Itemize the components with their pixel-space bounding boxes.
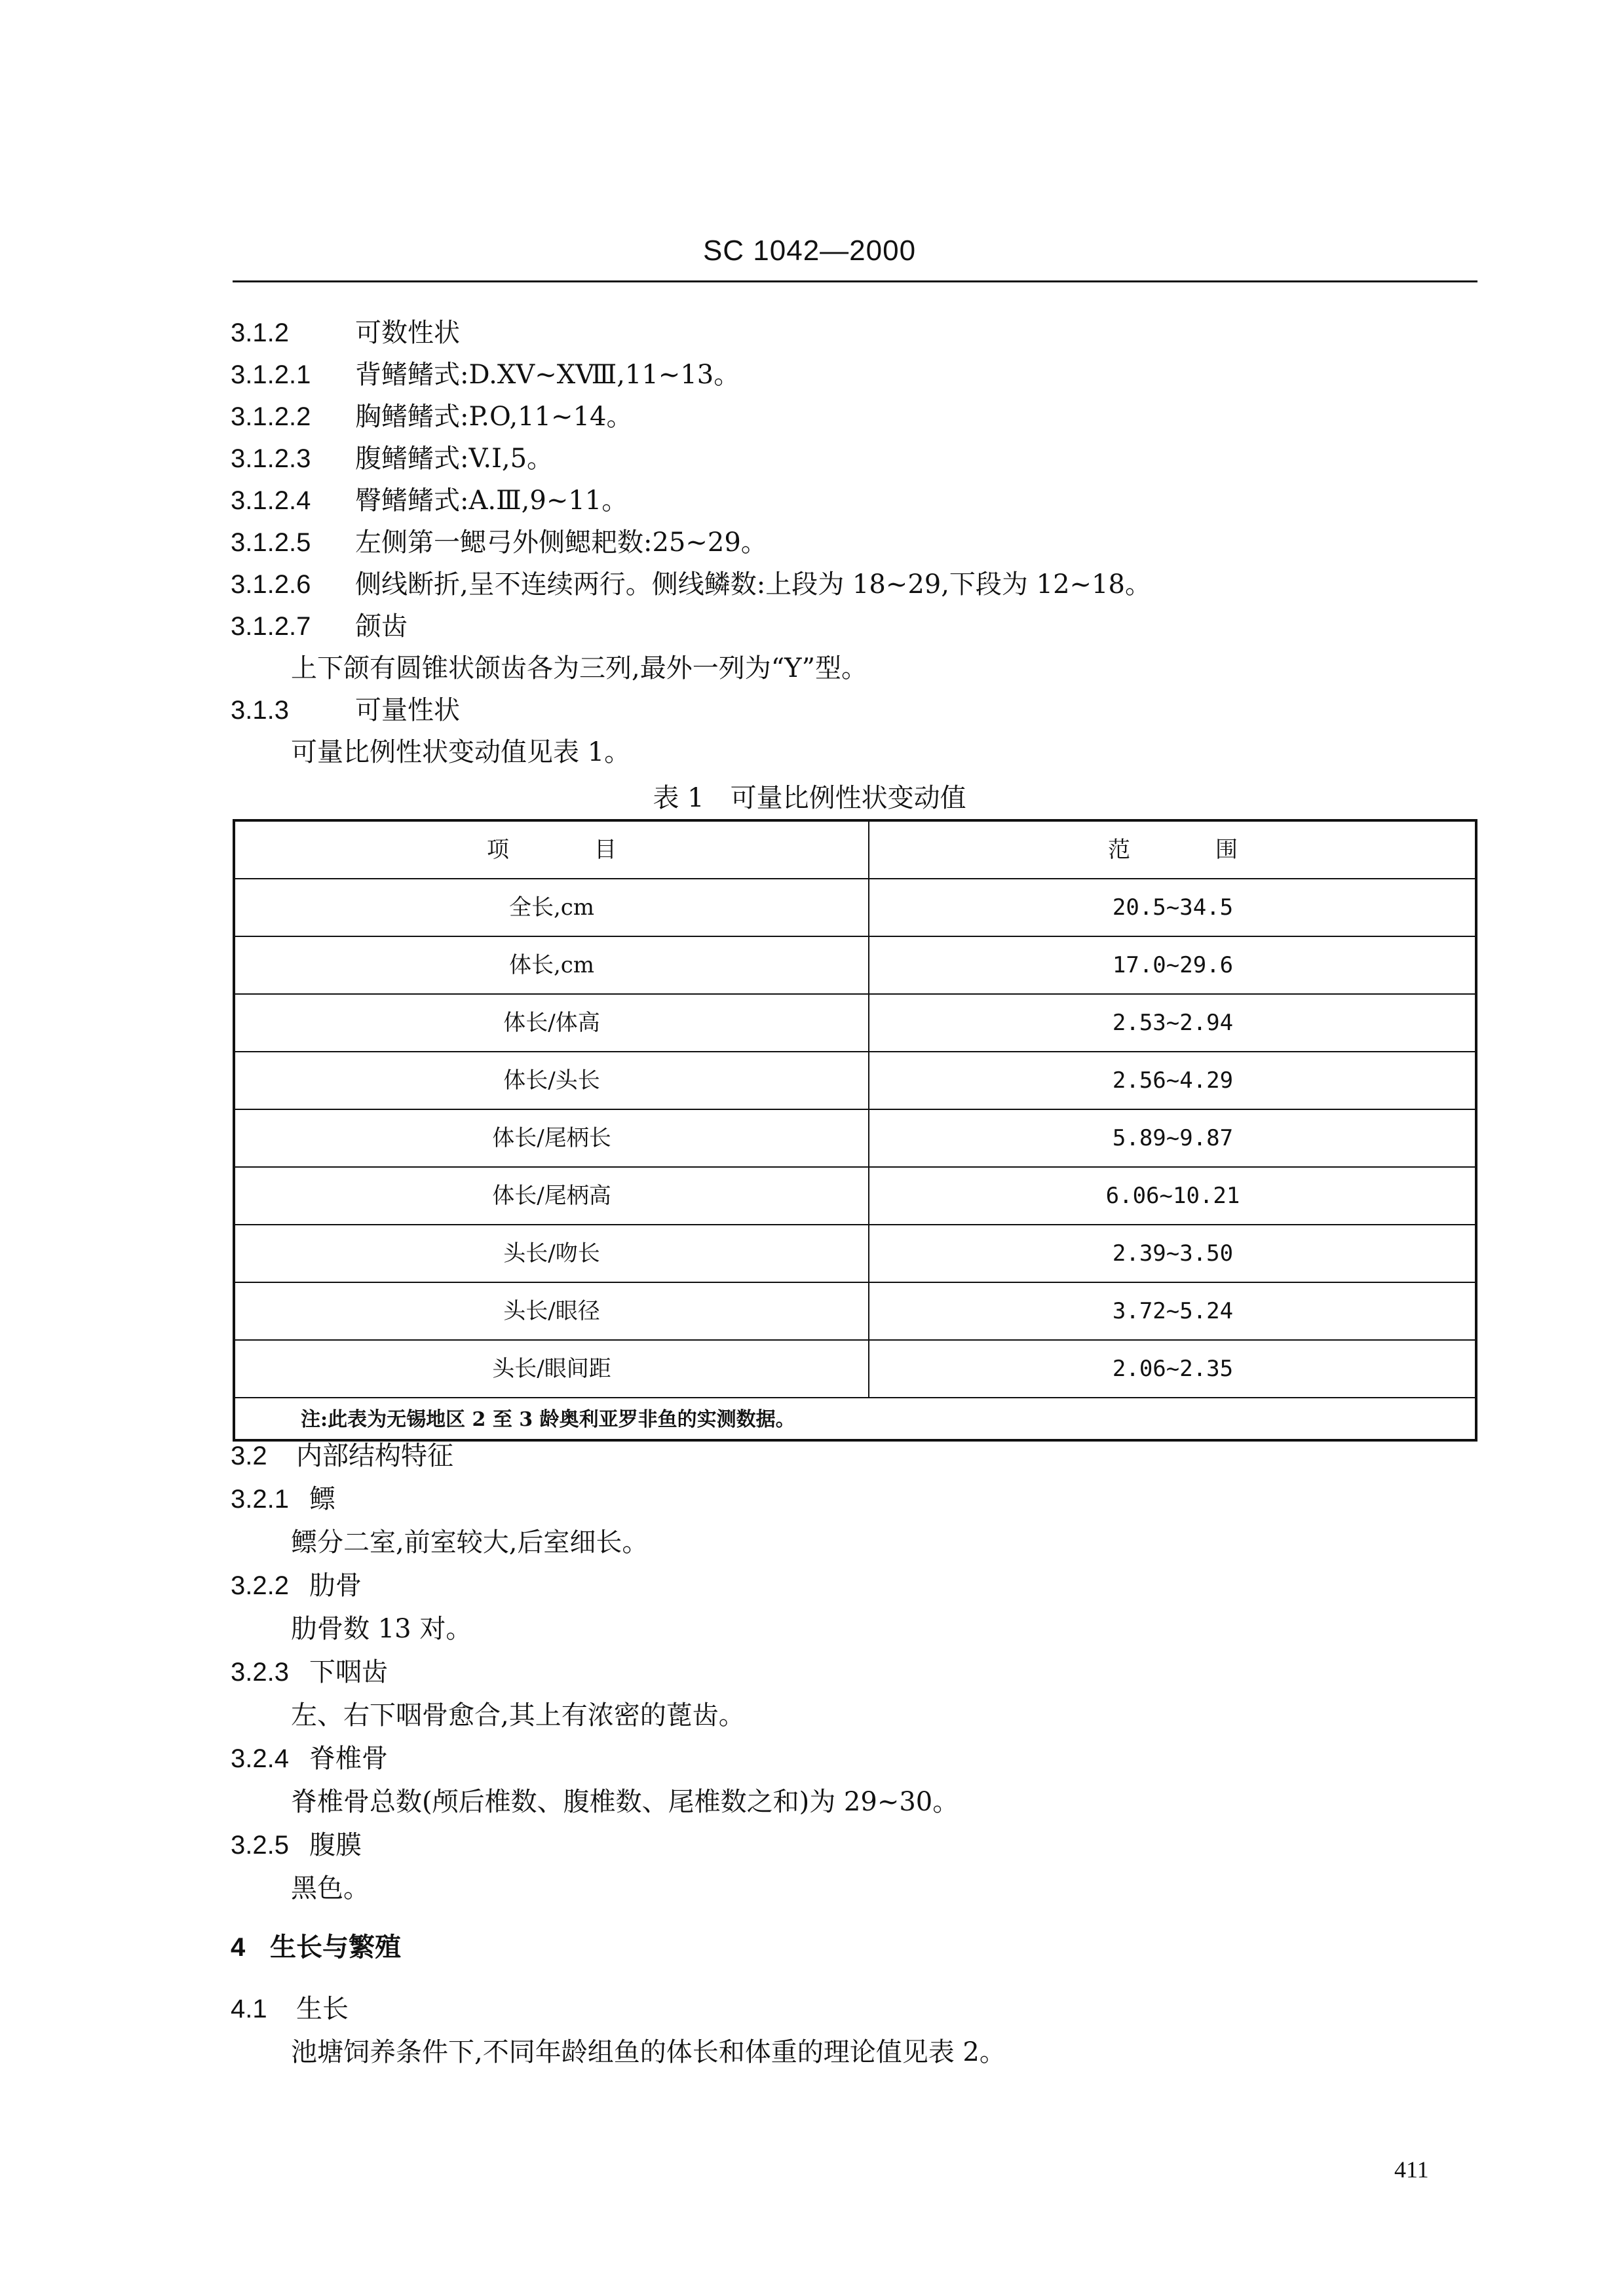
section-text: 左侧第一鳃弓外侧鳃耙数:25~29。 (355, 527, 767, 558)
section-text: 胸鳍鳍式:P.O,11~14。 (355, 402, 633, 432)
section-number: 3.2.4 (231, 1744, 289, 1773)
section-number: 3.1.2.2 (231, 402, 311, 431)
section-heading (231, 1569, 362, 1603)
section-heading (231, 1439, 453, 1473)
section-item (231, 484, 628, 518)
table-cell-item: 头长/吻长 (503, 1240, 600, 1267)
section-item (231, 526, 767, 560)
section-body: 池塘饲养条件下,不同年龄组鱼的体长和体重的理论值见表 2。 (291, 2037, 1006, 2067)
table-caption (0, 777, 1619, 814)
section-item (231, 609, 408, 643)
section-title: 腹膜 (309, 1830, 362, 1860)
table-cell-item: 体长/体高 (503, 1010, 600, 1036)
section-body: 黑色。 (291, 1873, 370, 1904)
section-heading (231, 1992, 349, 2026)
section-heading (231, 1482, 335, 1516)
section-item (231, 442, 553, 476)
section-title: 下咽齿 (309, 1657, 388, 1687)
section-number: 3.2.1 (231, 1485, 289, 1514)
chapter-title: 生长与繁殖 (270, 1932, 401, 1962)
header-rule (233, 280, 1477, 282)
section-item (231, 567, 1151, 602)
section-number: 3.1.2 (231, 318, 289, 347)
section-number: 3.1.3 (231, 696, 289, 725)
table-cell-item: 全长,cm (508, 894, 595, 921)
table-cell-range: 20.5~34.5 (1112, 894, 1234, 921)
table-cell-range: 2.39~3.50 (1112, 1240, 1234, 1267)
section-text: 背鳍鳍式:D.ⅩⅤ~ⅩⅧ,11~13。 (355, 360, 740, 390)
table-cell-range: 2.06~2.35 (1112, 1356, 1234, 1382)
section-number: 3.1.2.6 (231, 570, 311, 599)
table-cell-range: 6.06~10.21 (1105, 1183, 1240, 1209)
section-text: 臀鳍鳍式:A.Ⅲ,9~11。 (355, 486, 628, 516)
section-number: 3.1.2.3 (231, 444, 311, 473)
section-heading (231, 1828, 362, 1862)
table-note: 注:此表为无锡地区 2 至 3 龄奥利亚罗非鱼的实测数据。 (301, 1408, 795, 1431)
chapter-number: 4 (231, 1933, 246, 1962)
section-number: 3.1.2.7 (231, 612, 311, 641)
section-body: 脊椎骨总数(颅后椎数、腹椎数、尾椎数之和)为 29~30。 (291, 1787, 959, 1817)
section-text: 腹鳍鳍式:V.I,5。 (355, 444, 554, 474)
table-cell-range: 2.56~4.29 (1112, 1067, 1234, 1094)
section-body: 鳔分二室,前室较大,后室细长。 (291, 1527, 649, 1558)
table-cell-item: 体长,cm (508, 952, 595, 978)
section-title: 内部结构特征 (296, 1441, 453, 1471)
table-cell-item: 体长/尾柄高 (492, 1183, 611, 1209)
section-number: 3.2.3 (231, 1658, 289, 1687)
section-heading (231, 1655, 388, 1689)
section-number: 3.1.2.4 (231, 486, 311, 515)
table-header-range: 范围 (1108, 837, 1323, 863)
section-title: 肋骨 (309, 1571, 362, 1601)
section-number: 3.2 (231, 1442, 267, 1470)
table-cell-range: 2.53~2.94 (1112, 1010, 1234, 1036)
section-item (231, 358, 740, 392)
table-caption-title: 可量比例性状变动值 (730, 783, 966, 813)
section-heading (231, 316, 460, 350)
table-header-item: 项目 (487, 837, 702, 863)
table-cell-range: 5.89~9.87 (1112, 1125, 1234, 1151)
section-number: 3.2.5 (231, 1831, 289, 1860)
document-header: SC 1042—2000 (702, 235, 917, 267)
section-title: 生长 (296, 1994, 349, 2024)
section-number: 3.2.2 (231, 1571, 289, 1600)
section-heading (231, 693, 460, 727)
section-text: 颌齿 (355, 611, 408, 641)
table-cell-range: 17.0~29.6 (1112, 952, 1234, 978)
table-caption-id: 表 1 (653, 783, 704, 813)
jaw-teeth-text: 上下颌有圆锥状颌齿各为三列,最外一列为“Y”型。 (291, 653, 868, 683)
page-number: 411 (1394, 2156, 1429, 2183)
data-table (233, 819, 1477, 1442)
table-cell-item: 头长/眼间距 (492, 1356, 611, 1382)
section-title: 可量性状 (355, 695, 460, 725)
table-cell-range: 3.72~5.24 (1112, 1298, 1234, 1324)
section-number: 3.1.2.1 (231, 360, 311, 389)
section-item (231, 400, 632, 434)
chapter-heading (231, 1930, 401, 1964)
table-cell-item: 体长/头长 (503, 1067, 600, 1094)
measurable-text: 可量比例性状变动值见表 1。 (291, 737, 631, 767)
section-text: 可数性状 (355, 318, 460, 348)
section-heading (231, 1742, 388, 1776)
section-text: 侧线断折,呈不连续两行。侧线鳞数:上段为 18~29,下段为 12~18。 (355, 569, 1151, 600)
table-cell-item: 头长/眼径 (503, 1298, 600, 1324)
table-cell-item: 体长/尾柄长 (492, 1125, 611, 1151)
section-title: 鳔 (309, 1484, 335, 1514)
section-title: 脊椎骨 (309, 1744, 388, 1774)
section-body: 左、右下咽骨愈合,其上有浓密的蓖齿。 (291, 1700, 745, 1731)
section-number: 3.1.2.5 (231, 528, 311, 557)
section-body: 肋骨数 13 对。 (291, 1614, 472, 1644)
section-number: 4.1 (231, 1995, 267, 2023)
